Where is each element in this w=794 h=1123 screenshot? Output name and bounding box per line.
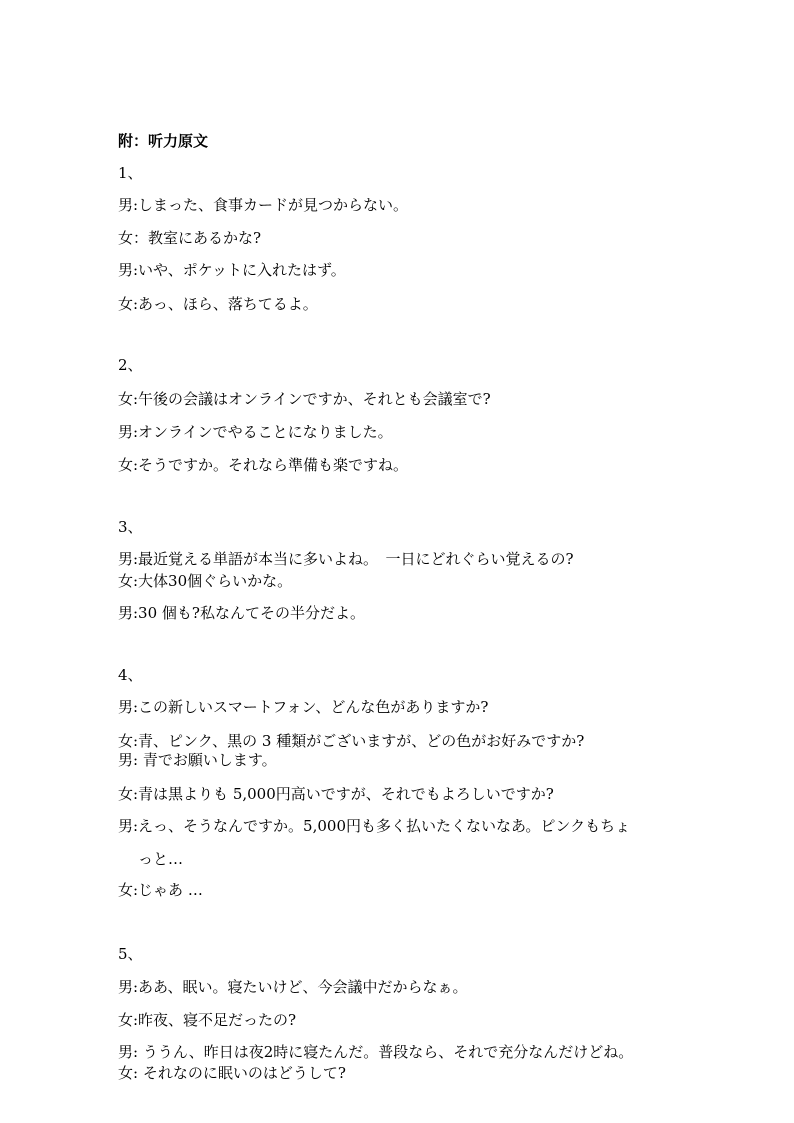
section-number-2: 2、	[118, 356, 143, 374]
dialogue-line: 男: 青でお願いします。	[118, 751, 277, 769]
dialogue-line: 女:じゃあ …	[118, 881, 203, 899]
dialogue-line: 女:あっ、ほら、落ちてるよ。	[118, 295, 318, 313]
dialogue-line: 男:30 個も?私なんてその半分だよ。	[118, 604, 365, 622]
dialogue-line: 女:青、ピンク、黒の 3 種類がございますが、どの色がお好みですか?	[118, 732, 585, 750]
section-number-3: 3、	[118, 518, 143, 536]
dialogue-line: 男: ううん、昨日は夜2時に寝たんだ。普段なら、それで充分なんだけどね。	[118, 1043, 634, 1061]
dialogue-line: 女:青は黒よりも 5,000円高いですが、それでもよろしいですか?	[118, 785, 554, 803]
dialogue-line: 男:いや、ポケットに入れたはず。	[118, 261, 346, 279]
dialogue-line: 男:最近覚える単語が本当に多いよね。 一日にどれぐらい覚えるの?	[118, 550, 574, 568]
dialogue-line: 男:この新しいスマートフォン、どんな色がありますか?	[118, 698, 489, 716]
dialogue-line: 男:えっ、そうなんですか。5,000円も多く払いたくないなあ。ピンクもちょ	[118, 817, 631, 835]
dialogue-line: 女:そうですか。それなら準備も楽ですね。	[118, 456, 409, 474]
dialogue-line: 女: それなのに眠いのはどうして?	[118, 1064, 346, 1082]
dialogue-line: 女:午後の会議はオンラインですか、それとも会議室で?	[118, 390, 491, 408]
document-heading: 附：听力原文	[118, 132, 209, 150]
dialogue-line: 女:昨夜、寝不足だったの?	[118, 1011, 297, 1029]
section-number-1: 1、	[118, 164, 143, 182]
dialogue-line: 男:オンラインでやることになりました。	[118, 423, 393, 441]
section-number-4: 4、	[118, 666, 143, 684]
dialogue-line: 男:しまった、食事カードが見つからない。	[118, 196, 409, 214]
section-number-5: 5、	[118, 945, 143, 963]
dialogue-line: 男:ああ、眠い。寝たいけど、今会議中だからなぁ。	[118, 978, 468, 996]
dialogue-line: 女：教室にあるかな?	[118, 229, 262, 247]
dialogue-line: 女:大体30個ぐらいかな。	[118, 572, 293, 590]
dialogue-line-continuation: っと…	[138, 850, 184, 868]
